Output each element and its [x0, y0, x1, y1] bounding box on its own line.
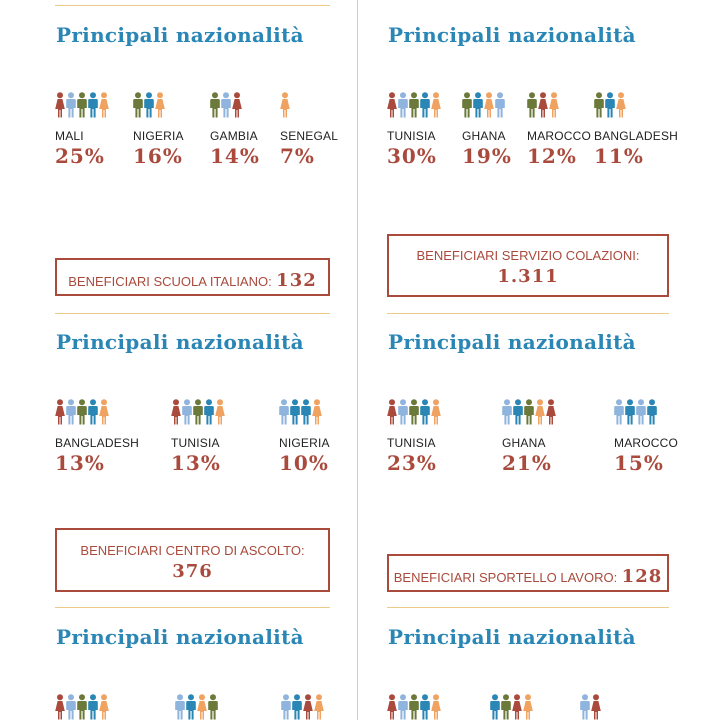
person-icon	[398, 399, 408, 425]
person-icon	[580, 694, 590, 720]
person-icon	[88, 92, 98, 118]
people-icons	[462, 92, 505, 118]
person-icon	[290, 399, 300, 425]
person-icon	[409, 92, 419, 118]
people-icons	[387, 399, 441, 425]
person-icon	[538, 92, 548, 118]
people-icons	[490, 694, 533, 720]
nationality-bangladesh	[55, 399, 140, 475]
nationality-percentage: 23%	[387, 451, 437, 475]
person-icon	[523, 694, 533, 720]
person-icon	[88, 694, 98, 720]
section-title: Principali nazionalità	[388, 625, 636, 649]
nationality-name: TUNISIA	[387, 436, 436, 450]
nationality-name: BANGLADESH	[55, 436, 140, 450]
person-icon	[398, 92, 408, 118]
nationality-percentage: 30%	[387, 144, 437, 168]
nationality-percentage: 16%	[133, 144, 183, 168]
nationality-ghana	[502, 399, 556, 475]
divider-rule	[55, 607, 330, 608]
person-icon	[303, 694, 313, 720]
nationality-percentage: 12%	[527, 144, 577, 168]
person-icon	[409, 694, 419, 720]
person-icon	[99, 92, 109, 118]
nationality-percentage: 7%	[280, 144, 315, 168]
beneficiaries-box-breakfast-service	[387, 234, 669, 297]
divider-rule	[387, 313, 669, 314]
person-icon	[495, 92, 505, 118]
box-label: BENEFICIARI SPORTELLO LAVORO:	[393, 570, 618, 585]
person-icon	[279, 399, 289, 425]
nationality-name: MALI	[55, 129, 84, 143]
divider-rule	[387, 607, 669, 608]
nationality-mali	[55, 92, 109, 168]
person-icon	[594, 92, 604, 118]
person-icon	[502, 399, 512, 425]
person-icon	[420, 694, 430, 720]
person-icon	[215, 399, 225, 425]
nationality-name: TUNISIA	[387, 129, 436, 143]
person-icon	[636, 399, 646, 425]
nationality-ghana	[462, 92, 512, 168]
nationality-percentage: 21%	[502, 451, 552, 475]
people-icons	[580, 694, 601, 720]
nationality-percentage: 13%	[171, 451, 221, 475]
nationality-group	[55, 694, 109, 720]
people-icons	[55, 694, 109, 720]
person-icon	[387, 399, 397, 425]
nationality-percentage: 10%	[279, 451, 329, 475]
person-icon	[431, 92, 441, 118]
person-icon	[301, 399, 311, 425]
divider-rule	[55, 5, 330, 6]
person-icon	[66, 399, 76, 425]
person-icon	[210, 92, 220, 118]
nationality-nigeria	[133, 92, 184, 168]
nationality-bangladesh	[594, 92, 679, 168]
person-icon	[99, 694, 109, 720]
people-icons	[527, 92, 559, 118]
person-icon	[133, 92, 143, 118]
nationality-percentage: 13%	[55, 451, 105, 475]
person-icon	[55, 92, 65, 118]
nationality-percentage: 19%	[462, 144, 512, 168]
person-icon	[197, 694, 207, 720]
nationality-name: NIGERIA	[279, 436, 330, 450]
column-divider	[357, 0, 358, 720]
person-icon	[171, 399, 181, 425]
person-icon	[546, 399, 556, 425]
people-icons	[279, 399, 322, 425]
person-icon	[66, 694, 76, 720]
nationality-gambia	[210, 92, 260, 168]
person-icon	[221, 92, 231, 118]
person-icon	[420, 399, 430, 425]
nationality-name: MAROCCO	[527, 129, 592, 143]
box-label: BENEFICIARI SCUOLA ITALIANO:	[68, 274, 272, 289]
people-icons	[387, 694, 441, 720]
people-icons	[210, 92, 242, 118]
nationality-group	[175, 694, 218, 720]
person-icon	[55, 399, 65, 425]
nationality-percentage: 14%	[210, 144, 260, 168]
person-icon	[524, 399, 534, 425]
nationality-senegal	[280, 92, 339, 168]
nationality-percentage: 15%	[614, 451, 664, 475]
person-icon	[280, 92, 290, 118]
person-icon	[501, 694, 511, 720]
nationality-group	[281, 694, 324, 720]
nationality-name: SENEGAL	[280, 129, 339, 143]
box-label: BENEFICIARI CENTRO DI ASCOLTO:	[80, 543, 305, 558]
person-icon	[55, 694, 65, 720]
person-icon	[281, 694, 291, 720]
person-icon	[144, 92, 154, 118]
beneficiaries-box-italian-school	[55, 258, 330, 296]
nationality-name: BANGLADESH	[594, 129, 679, 143]
person-icon	[312, 399, 322, 425]
person-icon	[77, 399, 87, 425]
person-icon	[314, 694, 324, 720]
box-value: 128	[621, 566, 663, 587]
nationality-name: MAROCCO	[614, 436, 679, 450]
nationality-name: GHANA	[462, 129, 506, 143]
people-icons	[133, 92, 165, 118]
person-icon	[232, 92, 242, 118]
section-title: Principali nazionalità	[388, 330, 636, 354]
nationality-percentage: 25%	[55, 144, 105, 168]
nationality-tunisia	[387, 92, 441, 168]
person-icon	[512, 694, 522, 720]
person-icon	[420, 92, 430, 118]
nationality-name: GAMBIA	[210, 129, 258, 143]
person-icon	[77, 92, 87, 118]
person-icon	[398, 694, 408, 720]
person-icon	[614, 399, 624, 425]
people-icons	[175, 694, 218, 720]
people-icons	[55, 399, 109, 425]
nationality-name: TUNISIA	[171, 436, 220, 450]
people-icons	[594, 92, 626, 118]
person-icon	[208, 694, 218, 720]
section-title: Principali nazionalità	[388, 23, 636, 47]
people-icons	[281, 694, 324, 720]
nationality-group	[490, 694, 533, 720]
section-title: Principali nazionalità	[56, 625, 304, 649]
box-value: 132	[276, 270, 317, 291]
nationality-name: NIGERIA	[133, 129, 184, 143]
section-title: Principali nazionalità	[56, 23, 304, 47]
people-icons	[614, 399, 657, 425]
person-icon	[527, 92, 537, 118]
nationality-marocco	[527, 92, 592, 168]
people-icons	[280, 92, 290, 118]
box-label: BENEFICIARI SERVIZIO COLAZIONI:	[416, 248, 640, 263]
people-icons	[55, 92, 109, 118]
section-title: Principali nazionalità	[56, 330, 304, 354]
box-value: 1.311	[497, 266, 559, 287]
box-value: 376	[172, 561, 213, 582]
person-icon	[77, 694, 87, 720]
person-icon	[591, 694, 601, 720]
person-icon	[549, 92, 559, 118]
nationality-nigeria	[279, 399, 330, 475]
person-icon	[182, 399, 192, 425]
person-icon	[513, 399, 523, 425]
nationality-tunisia	[387, 399, 441, 475]
person-icon	[535, 399, 545, 425]
person-icon	[625, 399, 635, 425]
nationality-marocco	[614, 399, 679, 475]
person-icon	[99, 399, 109, 425]
person-icon	[490, 694, 500, 720]
people-icons	[502, 399, 556, 425]
person-icon	[484, 92, 494, 118]
nationality-name: GHANA	[502, 436, 546, 450]
person-icon	[616, 92, 626, 118]
person-icon	[66, 92, 76, 118]
person-icon	[431, 399, 441, 425]
person-icon	[473, 92, 483, 118]
nationality-tunisia	[171, 399, 225, 475]
person-icon	[387, 92, 397, 118]
person-icon	[387, 694, 397, 720]
person-icon	[186, 694, 196, 720]
divider-rule	[55, 313, 330, 314]
person-icon	[292, 694, 302, 720]
person-icon	[462, 92, 472, 118]
person-icon	[88, 399, 98, 425]
beneficiaries-box-job-desk	[387, 554, 669, 592]
person-icon	[605, 92, 615, 118]
person-icon	[175, 694, 185, 720]
nationality-group	[580, 694, 601, 720]
people-icons	[387, 92, 441, 118]
person-icon	[431, 694, 441, 720]
person-icon	[155, 92, 165, 118]
nationality-group	[387, 694, 441, 720]
person-icon	[647, 399, 657, 425]
person-icon	[193, 399, 203, 425]
person-icon	[409, 399, 419, 425]
beneficiaries-box-listening-center	[55, 528, 330, 592]
nationality-percentage: 11%	[594, 144, 644, 168]
people-icons	[171, 399, 225, 425]
person-icon	[204, 399, 214, 425]
